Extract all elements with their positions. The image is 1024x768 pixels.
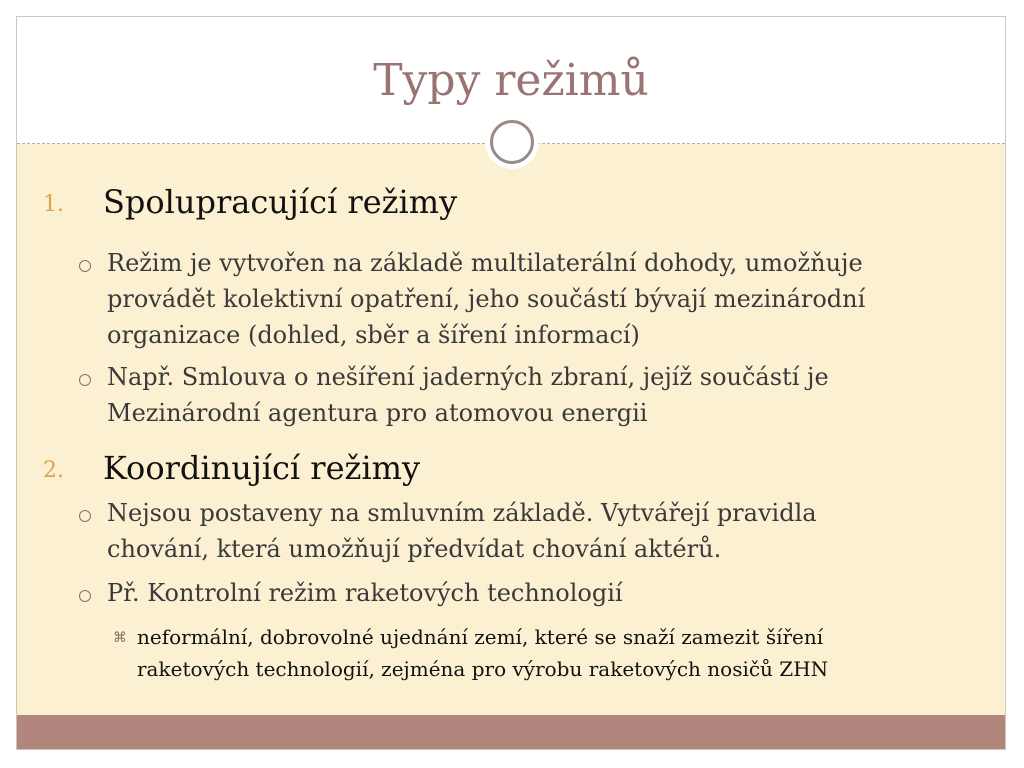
circle-ornament-icon [485,115,539,169]
subsubitem-line-1: neformální, dobrovolné ujednání zemí, které se snaží zamezit šíření [137,625,824,649]
subitem-1-2-line-1: Např. Smlouva o nešíření jaderných zbraní, jejíž součástí je [107,363,829,391]
subitem-1-1-line-1: Režim je vytvořen na základě multilaterální dohody, umožňuje [107,249,863,277]
subitem-2-1-line-1: Nejsou postaveny na smluvním základě. Vytvářejí pravidla [107,499,817,527]
subitem-2-2-line-1: Př. Kontrolní režim raketových technologií [107,579,623,607]
list-number-1: 1. [43,192,64,217]
footer-bar [17,715,1005,749]
content-area [17,144,1005,716]
list-item-heading-2: Koordinující režimy [103,449,421,487]
subitem-2-1-line-2: chování, která umožňují předvídat chování aktérů. [107,535,722,563]
subitem-1-1-line-3: organizace (dohled, sběr a šíření informací) [107,321,640,349]
circle-bullet-icon [79,510,91,522]
subsubitem-line-2: raketových technologií, zejména pro výrobu raketových nosičů ZHN [137,657,829,681]
circle-bullet-icon [79,374,91,386]
list-item-heading-1: Spolupracující režimy [103,183,458,221]
circle-bullet-icon [79,590,91,602]
subitem-1-2-line-2: Mezinárodní agentura pro atomovou energii [107,399,648,427]
circle-bullet-icon [79,260,91,272]
slide [16,16,1006,750]
slide-title: Typy režimů [373,55,649,106]
list-number-2: 2. [43,458,64,483]
x-bullet-icon: ⌘ [113,630,127,646]
subitem-1-1-line-2: provádět kolektivní opatření, jeho součástí bývají mezinárodní [107,285,866,313]
